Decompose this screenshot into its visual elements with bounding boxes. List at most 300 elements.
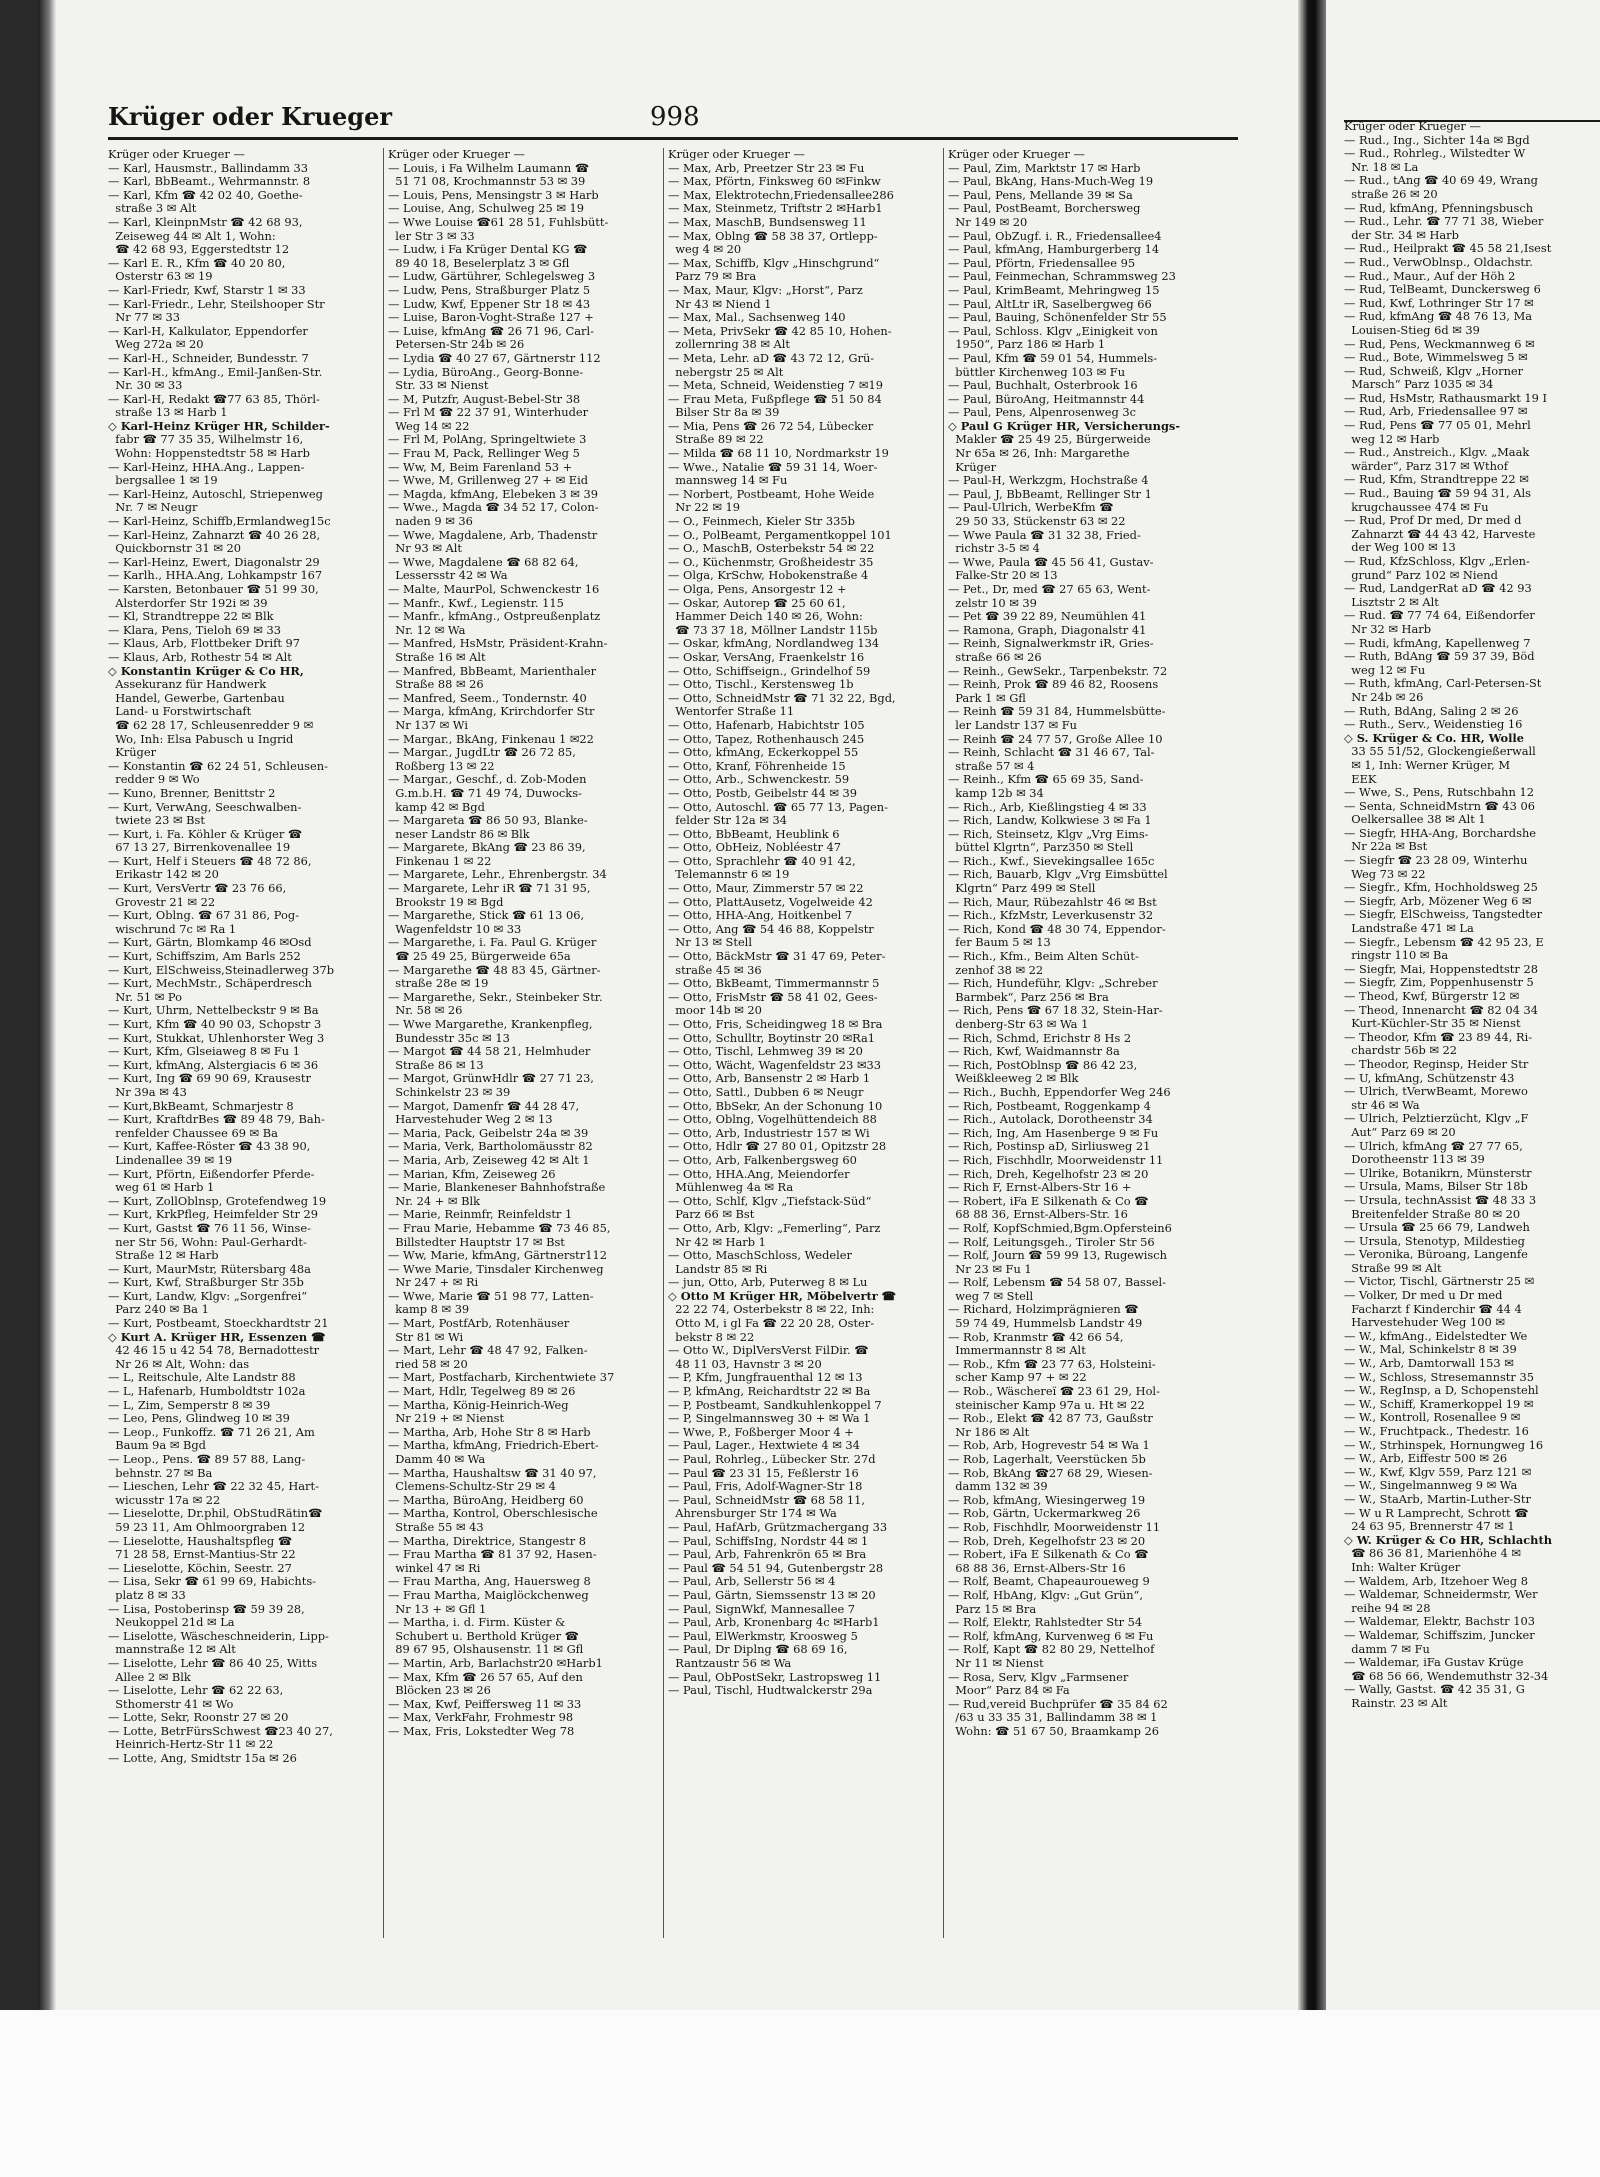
directory-entry-line: weg 12 ✉ Harb — [1344, 431, 1440, 446]
directory-entry-line: felder Str 12a ✉ 34 — [668, 813, 787, 828]
directory-entry-line: ◇ Paul G Krüger HR, Versicherungs- — [948, 418, 1181, 433]
directory-entry-line: Straße 99 ✉ Alt — [1344, 1260, 1442, 1275]
directory-entry-line: ✉ 1, Inh: Werner Krüger, M — [1344, 757, 1511, 772]
directory-entry-line: — Rud., Ing., Sichter 14a ✉ Bgd — [1344, 132, 1530, 147]
directory-entry-line: Parz 79 ✉ Bra — [668, 269, 757, 284]
directory-entry-line: — Max, Maur, Klgv: „Horst“, Parz — [668, 282, 863, 297]
directory-entry-line: — Kurt, Stukkat, Uhlenhorster Weg 3 — [108, 1030, 325, 1045]
directory-entry-line: — Louise, Ang, Schulweg 25 ✉ 19 — [388, 201, 585, 216]
directory-entry-line: EEK — [1344, 771, 1377, 786]
directory-entry-line: winkel 47 ✉ Ri — [388, 1560, 481, 1575]
directory-entry-line: — Meta, PrivSekr ☎ 42 85 10, Hohen- — [668, 323, 892, 338]
directory-entry-line: ler Str 3 ✉ 33 — [388, 228, 475, 243]
directory-entry-line: — Paul, Buchhalt, Osterbrook 16 — [948, 378, 1138, 393]
directory-entry-line: — Otto, Ang ☎ 54 46 88, Koppelstr — [668, 921, 874, 936]
directory-entry-line: Bilser Str 8a ✉ 39 — [668, 405, 780, 420]
directory-entry-line: — Otto, Postb, Geibelstr 44 ✉ 39 — [668, 785, 858, 800]
directory-entry-line: Otto M, i gl Fa ☎ 22 20 28, Oster- — [668, 1316, 875, 1331]
directory-entry-line: — Martha, Haushaltsw ☎ 31 40 97, — [388, 1465, 597, 1480]
directory-entry-line: — Margarethe, Stick ☎ 61 13 06, — [388, 908, 585, 923]
directory-entry-line: — Margarete, BkAng ☎ 23 86 39, — [388, 840, 586, 855]
directory-entry-line: — Rolf, KopfSchmied,Bgm.Opferstein6 — [948, 1220, 1172, 1235]
directory-entry-line: — Rud, kfmAng, Pfenningsbusch — [1344, 200, 1534, 215]
directory-entry-line: Marsch“ Parz 1035 ✉ 34 — [1344, 377, 1494, 392]
directory-entry-line: Nr 26 ✉ Alt, Wohn: das — [108, 1356, 250, 1371]
directory-entry-line: — Rud., Heilprakt ☎ 45 58 21,Isest — [1344, 241, 1552, 256]
directory-entry-line: Grovestr 21 ✉ 22 — [108, 894, 216, 909]
directory-entry-line: 22 22 74, Osterbekstr 8 ✉ 22, Inh: — [668, 1302, 875, 1317]
directory-entry-line: — Otto, Tapez, Rothenhausch 245 — [668, 731, 865, 746]
directory-entry-line: Allee 2 ✉ Blk — [108, 1669, 191, 1684]
directory-entry-line: — Waldemar, Schneidermstr, Wer — [1344, 1587, 1538, 1602]
directory-entry-line: — Reinh ☎ 59 31 84, Hummelsbütte- — [948, 704, 1166, 719]
directory-entry-line: Louisen-Stieg 6d ✉ 39 — [1344, 322, 1480, 337]
directory-column-4 — [948, 148, 1220, 1938]
directory-entry-line: — Margarete, Lehr iR ☎ 71 31 95, — [388, 881, 591, 896]
directory-entry-line: — Ruth, BdAng, Saling 2 ✉ 26 — [1344, 703, 1519, 718]
directory-entry-line: — Veronika, Büroang, Langenfe — [1344, 1247, 1528, 1262]
directory-entry-line: — Olga, KrSchw, Hobokenstraße 4 — [668, 568, 869, 583]
directory-entry-line: Nr 219 + ✉ Nienst — [388, 1411, 505, 1426]
directory-entry-line: — Rud., Bote, Wimmelsweg 5 ✉ — [1344, 350, 1528, 365]
directory-entry-line: — O., MaschB, Osterbekstr 54 ✉ 22 — [668, 541, 875, 556]
directory-entry-line: — Rich, Landw, Kolkwiese 3 ✉ Fa 1 — [948, 813, 1152, 828]
directory-entry-line: Bundesstr 35c ✉ 13 — [388, 1030, 510, 1045]
directory-entry-line: — Kurt, VerwAng, Seeschwalben- — [108, 799, 302, 814]
directory-entry-line: ☎ 86 36 81, Marienhöhe 4 ✉ — [1344, 1546, 1521, 1561]
directory-entry-line: — Pet., Dr, med ☎ 27 65 63, Went- — [948, 582, 1151, 596]
directory-entry-line: 89 40 18, Beselerplatz 3 ✉ Gfl — [388, 255, 570, 270]
directory-entry-line: /63 u 33 35 31, Ballindamm 38 ✉ 1 — [948, 1710, 1158, 1725]
directory-entry-line: — Otto, Autoschl. ☎ 65 77 13, Pagen- — [668, 799, 888, 814]
directory-entry-line: — Kurt, Gastst ☎ 76 11 56, Winse- — [108, 1220, 311, 1235]
directory-entry-line: Clemens-Schultz-Str 29 ✉ 4 — [388, 1479, 556, 1494]
directory-entry-line: — Kurt, Uhrm, Nettelbeckstr 9 ✉ Ba — [108, 1003, 319, 1018]
directory-entry-line: — Frau M, Pack, Rellinger Weg 5 — [388, 446, 580, 461]
directory-entry-line: Straße 86 ✉ 13 — [388, 1057, 484, 1072]
directory-entry-line: Krüger oder Krueger — — [948, 148, 1085, 161]
directory-entry-line: — Karl-Friedr, Kwf, Starstr 1 ✉ 33 — [108, 282, 306, 297]
directory-entry-line: Brookstr 19 ✉ Bgd — [388, 894, 504, 909]
directory-entry-line: — Luise, Baron-Voght-Straße 127 + — [388, 310, 594, 325]
directory-entry-line: — W., Schiff, Kramerkoppel 19 ✉ — [1344, 1396, 1534, 1411]
directory-entry-line: — Rolf, Elektr, Rahlstedter Str 54 — [948, 1615, 1143, 1630]
directory-entry-line: Alsterdorfer Str 192i ✉ 39 — [108, 595, 268, 610]
directory-entry-line: — Ludw, Pens, Straßburger Platz 5 — [388, 282, 591, 297]
directory-entry-line: — Volker, Dr med u Dr med — [1344, 1288, 1503, 1303]
directory-entry-line: — Max, Schiffb, Klgv „Hinschgrund“ — [668, 255, 880, 270]
directory-entry-line: — Rud., Rohrleg., Wilstedter W — [1344, 146, 1526, 161]
directory-entry-line: — Karl-Heinz, Autoschl, Striepenweg — [108, 486, 323, 501]
directory-entry-line: — Paul ☎ 23 31 15, Feßlerstr 16 — [668, 1465, 859, 1480]
directory-entry-line: naden 9 ✉ 36 — [388, 514, 473, 529]
directory-entry-line: fabr ☎ 77 35 35, Wilhelmstr 16, — [108, 432, 304, 447]
directory-entry-line: — Karl-Heinz, Ewert, Diagonalstr 29 — [108, 554, 320, 569]
directory-entry-line: — Max, Fris, Lokstedter Weg 78 — [388, 1723, 575, 1738]
directory-entry-line: — Kurt, kfmAng, Alstergiacis 6 ✉ 36 — [108, 1057, 319, 1072]
directory-entry-line: — P, Kfm, Jungfrauenthal 12 ✉ 13 — [668, 1370, 863, 1385]
directory-entry-line: — Rich, Bauarb, Klgv „Vrg Eimsbüttel — [948, 867, 1168, 882]
directory-entry-line: Ahrensburger Str 174 ✉ Wa — [668, 1506, 837, 1521]
directory-entry-line: — Kurt, Gärtn, Blomkamp 46 ✉Osd — [108, 935, 312, 950]
directory-entry-line: — Richard, Holzimprägnieren ☎ — [948, 1302, 1139, 1317]
directory-entry-line: Krüger oder Krueger — — [668, 148, 805, 161]
directory-entry-line: — Rud, Prof Dr med, Dr med d — [1344, 513, 1522, 528]
directory-entry-line: — Mia, Pens ☎ 26 72 54, Lübecker — [668, 418, 874, 433]
directory-entry-line: — Paul, Pförtn, Friedensallee 95 — [948, 255, 1136, 270]
directory-entry-line: — Ruth, BdAng ☎ 59 37 39, Böd — [1344, 649, 1535, 664]
directory-entry-line: ☎ 62 28 17, Schleusenredder 9 ✉ — [108, 717, 314, 732]
directory-entry-line: — Rich, Pens ☎ 67 18 32, Stein-Har- — [948, 1003, 1163, 1018]
directory-entry-line: — Ursula ☎ 25 66 79, Landweh — [1344, 1220, 1530, 1235]
directory-entry-line: — Rich, Kond ☎ 48 30 74, Eppendor- — [948, 921, 1166, 936]
directory-entry-line: ◇ S. Krüger & Co. HR, Wolle — [1344, 730, 1525, 745]
directory-entry-line: — Ulrich, kfmAng ☎ 27 77 65, — [1344, 1138, 1523, 1153]
directory-entry-line: damm 132 ✉ 39 — [948, 1479, 1048, 1494]
directory-entry-line: — Reinh, Prok ☎ 89 46 82, Roosens — [948, 677, 1159, 692]
directory-entry-line: — Luise, kfmAng ☎ 26 71 96, Carl- — [388, 323, 594, 338]
directory-entry-line: — Reinh, Schlacht ☎ 31 46 67, Tal- — [948, 745, 1155, 760]
directory-entry-line: straße 26 ✉ 20 — [1344, 186, 1438, 201]
directory-entry-line: steinischer Kamp 97a u. Ht ✉ 22 — [948, 1397, 1145, 1412]
directory-entry-line: — Margareta ☎ 86 50 93, Blanke- — [388, 813, 588, 828]
directory-entry-line: 29 50 33, Stückenstr 63 ✉ 22 — [948, 514, 1126, 529]
directory-entry-line: — Rud., Lehr. ☎ 77 71 38, Wieber — [1344, 214, 1544, 229]
directory-entry-line: — Paul, J, BbBeamt, Rellinger Str 1 — [948, 486, 1152, 501]
directory-entry-line: — Kl, Strandtreppe 22 ✉ Blk — [108, 609, 274, 624]
directory-entry-line: ☎ 25 49 25, Bürgerweide 65a — [388, 949, 571, 964]
directory-entry-line: str 46 ✉ Wa — [1344, 1097, 1420, 1112]
directory-entry-line: — Rich., Arb, Kießlingstieg 4 ✉ 33 — [948, 799, 1147, 814]
directory-entry-line: — Rob, Lagerhalt, Veerstücken 5b — [948, 1452, 1146, 1466]
directory-entry-line: — Rolf, Lebensm ☎ 54 58 07, Bassel- — [948, 1275, 1166, 1290]
directory-entry-line: — Frau Martha ☎ 81 37 92, Hasen- — [388, 1547, 597, 1562]
directory-entry-line: — L, Zim, Semperstr 8 ✉ 39 — [108, 1397, 271, 1412]
directory-entry-line: Nr 65a ✉ 26, Inh: Margarethe — [948, 446, 1130, 461]
directory-entry-line: — Frl M, PolAng, Springeltwiete 3 — [388, 432, 587, 447]
directory-entry-line: — Max, MaschB, Bundsensweg 11 — [668, 214, 867, 229]
directory-entry-line: wärder“, Parz 317 ✉ Wthof — [1344, 458, 1509, 473]
directory-entry-line: Osterstr 63 ✉ 19 — [108, 269, 213, 284]
directory-entry-line: Nr. 7 ✉ Neugr — [108, 500, 198, 515]
directory-entry-line: — Margar., BkAng, Finkenau 1 ✉22 — [388, 731, 594, 746]
directory-entry-line: — Paul, Feinmechan, Schrammsweg 23 — [948, 269, 1176, 284]
directory-entry-line: — Otto, Arb, Bansenstr 2 ✉ Harb 1 — [668, 1071, 871, 1086]
directory-entry-line: — Paul, SchiffsIng, Nordstr 44 ✉ 1 — [668, 1533, 869, 1548]
directory-entry-line: — Paul, Rohrleg., Lübecker Str. 27d — [668, 1452, 876, 1466]
directory-entry-line: — Wwe., Natalie ☎ 59 31 14, Woer- — [668, 459, 878, 474]
directory-entry-line: — Kurt, Landw, Klgv: „Sorgenfrei“ — [108, 1288, 308, 1303]
directory-entry-line: — Leo, Pens, Glindweg 10 ✉ 39 — [108, 1411, 290, 1426]
directory-entry-line: — Karl, Kfm ☎ 42 02 40, Goethe- — [108, 187, 303, 202]
directory-entry-line: — Rolf, Journ ☎ 59 99 13, Rugewisch — [948, 1248, 1167, 1263]
directory-entry-line: — Rich, Kwf, Waidmannstr 8a — [948, 1044, 1120, 1059]
directory-entry-line: — Rolf, HbAng, Klgv: „Gut Grün“, — [948, 1587, 1143, 1602]
directory-entry-line: Mühlenweg 4a ✉ Ra — [668, 1180, 794, 1195]
directory-entry-line: — Oskar, kfmAng, Nordlandweg 134 — [668, 636, 880, 651]
directory-entry-line: — Lieselotte, Haushaltspfleg ☎ — [108, 1533, 293, 1548]
directory-entry-line: damm 7 ✉ Fu — [1344, 1641, 1430, 1656]
directory-entry-line: straße 13 ✉ Harb 1 — [108, 405, 228, 420]
directory-entry-line: ☎ 42 68 93, Eggerstedtstr 12 — [108, 242, 290, 257]
directory-entry-line: — Martha, BüroAng, Heidberg 60 — [388, 1492, 584, 1507]
directory-column-2 — [388, 148, 660, 1938]
directory-entry-line: — Paul, Bauing, Schönenfelder Str 55 — [948, 310, 1167, 325]
directory-entry-line: — Leop., Pens. ☎ 89 57 88, Lang- — [108, 1452, 306, 1466]
directory-entry-line: — Rud, TelBeamt, Dunckersweg 6 — [1344, 282, 1541, 297]
directory-entry-line: Zeiseweg 44 ✉ Alt 1, Wohn: — [108, 228, 276, 243]
directory-entry-line: Weißkleeweg 2 ✉ Blk — [948, 1071, 1079, 1086]
directory-entry-line: — Otto, Tischl., Kerstensweg 1b — [668, 677, 854, 692]
directory-entry-line: — Klara, Pens, Tieloh 69 ✉ 33 — [108, 622, 281, 637]
directory-entry-line: ◇ Otto M Krüger HR, Möbelvertr ☎ — [668, 1288, 896, 1303]
directory-entry-line: — Otto, MaschSchloss, Wedeler — [668, 1248, 852, 1263]
directory-entry-line: — Otto, Schulltr, Boytinstr 20 ✉Ra1 — [668, 1030, 875, 1045]
directory-entry-line: — Karlh., HHA.Ang, Lohkampstr 167 — [108, 568, 323, 583]
directory-entry-line: — W., RegInsp, a D, Schopenstehl — [1344, 1383, 1539, 1398]
directory-entry-line: — Rolf, Kapt ☎ 82 80 29, Nettelhof — [948, 1642, 1155, 1657]
directory-entry-line: denberg-Str 63 ✉ Wa 1 — [948, 1017, 1089, 1031]
directory-entry-line: ringstr 110 ✉ Ba — [1344, 948, 1449, 963]
directory-entry-line: — Otto, HHA-Ang, Hoitkenbel 7 — [668, 908, 853, 923]
next-page-column — [1344, 120, 1600, 1910]
directory-entry-line: — Otto, BbSekr, An der Schonung 10 — [668, 1098, 883, 1113]
directory-entry-line: — Paul, KrimBeamt, Mehringweg 15 — [948, 282, 1160, 297]
directory-entry-line: — Meta, Schneid, Weidenstieg 7 ✉19 — [668, 378, 883, 393]
directory-entry-line: Park 1 ✉ Gfl — [948, 690, 1026, 705]
directory-entry-line: — Leop., Funkoffz. ☎ 71 26 21, Am — [108, 1424, 315, 1439]
directory-entry-line: Krüger — [948, 459, 997, 474]
directory-entry-line: — Ludw, Kwf, Eppener Str 18 ✉ 43 — [388, 296, 591, 311]
directory-entry-line: kamp 12b ✉ 34 — [948, 785, 1044, 800]
directory-entry-line: — Martha, Kontrol, Oberschlesische — [388, 1506, 598, 1521]
directory-column-1 — [108, 148, 380, 1938]
directory-entry-line: — Paul, Schloss. Klgv „Einigkeit von — [948, 323, 1158, 338]
directory-entry-line: — Oskar, Autorep ☎ 25 60 61, — [668, 595, 846, 610]
directory-entry-line: — Ulrich, tVerwBeamt, Morewo — [1344, 1084, 1528, 1099]
directory-entry-line: — M, Putzfr, August-Bebel-Str 38 — [388, 391, 581, 406]
directory-entry-line: — Paul, Gärtn, Siemssenstr 13 ✉ 20 — [668, 1587, 876, 1602]
directory-entry-line: — Karl-Heinz, Zahnarzt ☎ 40 26 28, — [108, 527, 321, 542]
directory-entry-line: Nr 13 + ✉ Gfl 1 — [388, 1601, 487, 1616]
directory-entry-line: Blöcken 23 ✉ 26 — [388, 1683, 491, 1698]
directory-entry-line: Nr 93 ✉ Alt — [388, 541, 463, 556]
directory-entry-line: — Mart, Hdlr, Tegelweg 89 ✉ 26 — [388, 1384, 576, 1399]
directory-entry-line: — Max, Steinmetz, Triftstr 2 ✉Harb1 — [668, 201, 883, 216]
directory-entry-line: — Paul, BkAng, Hans-Much-Weg 19 — [948, 174, 1154, 189]
directory-entry-line: — Margarethe, i. Fa. Paul G. Krüger — [388, 935, 597, 950]
directory-entry-line: — Otto, HHA.Ang, Meiendorfer — [668, 1166, 850, 1181]
directory-entry-line: Krüger oder Krueger — — [388, 148, 525, 161]
directory-entry-line: — Rob, Dreh, Kegelhofstr 23 ✉ 20 — [948, 1533, 1146, 1548]
directory-entry-line: — Wwe Margarethe, Krankenpfleg, — [388, 1017, 593, 1031]
directory-entry-line: — L, Hafenarb, Humboldtstr 102a — [108, 1384, 306, 1399]
directory-entry-line: — Manfr., Kwf., Legienstr. 115 — [388, 595, 564, 610]
directory-entry-line: — Rud., Bauing ☎ 59 94 31, Als — [1344, 486, 1531, 501]
directory-entry-line: — Ww, Marie, kfmAng, Gärtnerstr112 — [388, 1248, 607, 1263]
directory-entry-line: büttler Kirchenweg 103 ✉ Fu — [948, 364, 1126, 379]
directory-entry-line: — Paul, ObPostSekr, Lastropsweg 11 — [668, 1669, 882, 1684]
directory-entry-line: weg 12 ✉ Fu — [1344, 662, 1426, 677]
directory-entry-line: — Rud., Anstreich., Klgv. „Maak — [1344, 445, 1530, 460]
directory-entry-line: — Margarete, Lehr., Ehrenbergstr. 34 — [388, 867, 607, 882]
directory-entry-line: Aut“ Parz 69 ✉ 20 — [1344, 1124, 1456, 1139]
directory-entry-line: ◇ W. Krüger & Co HR, Schlachth — [1344, 1532, 1552, 1547]
directory-entry-line: kamp 8 ✉ 39 — [388, 1302, 470, 1317]
directory-entry-line: straße 28e ✉ 19 — [388, 976, 489, 991]
directory-entry-line: — Kurt, ZollOblnsp, Grotefendweg 19 — [108, 1193, 327, 1208]
directory-entry-line: Immermannstr 8 ✉ Alt — [948, 1343, 1086, 1358]
directory-entry-line: — Rich, PostOblnsp ☎ 86 42 23, — [948, 1057, 1138, 1072]
directory-entry-line: — W., Singelmannweg 9 ✉ Wa — [1344, 1478, 1518, 1493]
directory-entry-line: — Marie, Reinmfr, Reinfeldstr 1 — [388, 1207, 573, 1222]
directory-entry-line: — Otto, Maur, Zimmerstr 57 ✉ 22 — [668, 881, 864, 896]
directory-entry-line: — W., Arb, Damtorwall 153 ✉ — [1344, 1356, 1514, 1371]
directory-entry-line: — Reinh., GewSekr., Tarpenbekstr. 72 — [948, 663, 1168, 678]
directory-entry-line: 89 67 95, Olshausenstr. 11 ✉ Gfl — [388, 1642, 584, 1657]
directory-entry-line: straße 45 ✉ 36 — [668, 962, 762, 977]
directory-entry-line: Nr 24b ✉ 26 — [1344, 689, 1424, 704]
directory-entry-line: — Manfred, BbBeamt, Marienthaler — [388, 663, 597, 678]
directory-entry-line: — Meta, Lehr. aD ☎ 43 72 12, Grü- — [668, 350, 875, 365]
directory-entry-line: Neukoppel 21d ✉ La — [108, 1615, 235, 1630]
directory-entry-line: — Ursula, Mams, Bilser Str 18b — [1344, 1179, 1528, 1194]
directory-entry-line: — Kurt, Pförtn, Eißendorfer Pferde- — [108, 1166, 315, 1181]
directory-entry-line: Parz 66 ✉ Bst — [668, 1207, 755, 1222]
directory-entry-line: Rantzaustr 56 ✉ Wa — [668, 1655, 792, 1670]
directory-entry-line: Wohn: Hoppenstedtstr 58 ✉ Harb — [108, 446, 310, 461]
directory-entry-line: — Karl-Heinz, Schiffb,Ermlandweg15c — [108, 514, 331, 529]
directory-entry-line: — Mart, Postfacharb, Kirchentwiete 37 — [388, 1370, 615, 1385]
directory-entry-line: Nr 43 ✉ Niend 1 — [668, 296, 772, 311]
directory-entry-line: Nr 186 ✉ Alt — [948, 1424, 1030, 1439]
directory-entry-line: — W., Strhinspek, Hornungweg 16 — [1344, 1437, 1544, 1452]
directory-entry-line: — Ramona, Graph, Diagonalstr 41 — [948, 622, 1147, 637]
directory-entry-line: — Rud, Arb, Friedensallee 97 ✉ — [1344, 404, 1528, 419]
directory-entry-line: Nr. 24 + ✉ Blk — [388, 1193, 481, 1208]
directory-entry-line: — Rich., Kfm., Beim Alten Schüt- — [948, 949, 1139, 964]
directory-entry-line: — Lisa, Postoberinsp ☎ 59 39 28, — [108, 1601, 305, 1616]
directory-entry-line: — P, Postbeamt, Sandkuhlenkoppel 7 — [668, 1397, 882, 1412]
directory-entry-line: Parz 15 ✉ Bra — [948, 1601, 1037, 1616]
directory-entry-line: — Paul, Arb, Sellerstr 56 ✉ 4 — [668, 1574, 836, 1589]
directory-entry-line: — Wwe, Magdalene ☎ 68 82 64, — [388, 554, 579, 569]
directory-entry-line: Straße 88 ✉ 26 — [388, 677, 484, 692]
directory-entry-line: Landstraße 471 ✉ La — [1344, 921, 1474, 936]
directory-entry-line: — Frau Martha, Maiglöckchenweg — [388, 1587, 589, 1602]
directory-entry-line: — Paul, Pens, Alpenrosenweg 3c — [948, 405, 1136, 420]
directory-entry-line: — Rob, BkAng ☎27 68 29, Wiesen- — [948, 1465, 1153, 1480]
directory-entry-line: — Kurt, MaurMstr, Rütersbarg 48a — [108, 1261, 311, 1276]
directory-entry-line: — Rich, Hundeführ, Klgv: „Schreber — [948, 976, 1158, 991]
directory-entry-line: — Liselotte, Lehr ☎ 62 22 63, — [108, 1683, 284, 1698]
directory-entry-line: — Manfr., kfmAng., Ostpreußenplatz — [388, 609, 601, 624]
directory-entry-line: — Karl-H., Schneider, Bundesstr. 7 — [108, 350, 309, 365]
directory-entry-line: — Rud, LandgerRat aD ☎ 42 93 — [1344, 581, 1532, 596]
header-rule — [108, 137, 1238, 140]
directory-entry-line: — Theodor, Kfm ☎ 23 89 44, Ri- — [1344, 1029, 1533, 1044]
directory-entry-line: 67 13 27, Birrenkovenallee 19 — [108, 840, 291, 855]
directory-entry-line: Hammer Deich 140 ✉ 26, Wohn: — [668, 609, 863, 624]
directory-entry-line: Nr 22a ✉ Bst — [1344, 839, 1428, 854]
directory-entry-line: — Rich, Dreh, Kegelhofstr 23 ✉ 20 — [948, 1166, 1149, 1181]
directory-entry-line: — Paul, Arb, Kronenbarg 4c ✉Harb1 — [668, 1615, 880, 1630]
directory-entry-line: — Siegfr, HHA-Ang, Borchardshe — [1344, 825, 1537, 840]
directory-entry-line: wischrund 7c ✉ Ra 1 — [108, 921, 237, 936]
page-number: 998 — [650, 102, 700, 132]
directory-entry-line: — Karl E. R., Kfm ☎ 40 20 80, — [108, 255, 286, 270]
directory-entry-line: — Rud, Pens, Weckmannweg 6 ✉ — [1344, 336, 1535, 351]
directory-entry-line: — Paul, BüroAng, Heitmannstr 44 — [948, 391, 1145, 406]
directory-entry-line: — Otto, Tischl, Lehmweg 39 ✉ 20 — [668, 1044, 863, 1059]
directory-entry-line: ◇ Kurt A. Krüger HR, Essenzen ☎ — [108, 1329, 326, 1344]
directory-entry-line: Str 81 ✉ Wi — [388, 1329, 464, 1344]
directory-entry-line: — Konstantin ☎ 62 24 51, Schleusen- — [108, 758, 328, 773]
directory-entry-line: — Wwe, Paula ☎ 45 56 41, Gustav- — [948, 554, 1154, 569]
column-divider — [663, 148, 664, 1938]
directory-entry-line: — Waldemar, Schiffszim, Juncker — [1344, 1627, 1535, 1642]
directory-entry-line: nebergstr 25 ✉ Alt — [668, 364, 784, 379]
directory-entry-line: — Rich, Fischhdlr, Moorweidenstr 11 — [948, 1152, 1164, 1167]
directory-entry-line: — Magda, kfmAng, Elebeken 3 ✉ 39 — [388, 486, 598, 501]
directory-entry-line: — Otto, BäckMstr ☎ 31 47 69, Peter- — [668, 949, 886, 964]
directory-entry-line: G.m.b.H. ☎ 71 49 74, Duwocks- — [388, 785, 582, 800]
directory-entry-line: — Wwe, M, Grillenweg 27 + ✉ Eid — [388, 473, 589, 488]
directory-entry-line: — Rob, Fischhdlr, Moorweidenstr 11 — [948, 1519, 1161, 1534]
directory-entry-line: — Paul ☎ 54 51 94, Gutenbergstr 28 — [668, 1560, 884, 1575]
directory-entry-line: — Rob, Gärtn, Uckermarkweg 26 — [948, 1506, 1141, 1521]
directory-entry-line: straße 3 ✉ Alt — [108, 201, 197, 216]
directory-entry-line: — Rich., KfzMstr, Leverkusenstr 32 — [948, 908, 1154, 923]
directory-entry-line: 59 74 49, Hummelsb Landstr 49 — [948, 1316, 1143, 1331]
directory-entry-line: — Max, Kwf, Peiffersweg 11 ✉ 33 — [388, 1696, 582, 1711]
directory-entry-line: Nr. 18 ✉ La — [1344, 159, 1419, 174]
directory-entry-line: ☎ 68 56 66, Wendemuthstr 32-34 — [1344, 1668, 1549, 1683]
directory-entry-line: mannstraße 12 ✉ Alt — [108, 1642, 236, 1657]
directory-entry-line: — Wwe, Marie ☎ 51 98 77, Latten- — [388, 1288, 594, 1303]
directory-entry-line: — Max, Elektrotechn,Friedensallee286 — [668, 187, 894, 202]
directory-entry-line: — L, Reitschule, Alte Landstr 88 — [108, 1370, 296, 1385]
directory-entry-line: — Lotte, BetrFürsSchwest ☎23 40 27, — [108, 1723, 333, 1738]
directory-entry-line: Landstr 85 ✉ Ri — [668, 1261, 768, 1276]
directory-entry-line: — W., Kontroll, Rosenallee 9 ✉ — [1344, 1410, 1521, 1425]
directory-entry-line: Nr 137 ✉ Wi — [388, 717, 468, 732]
directory-entry-line: Straße 55 ✉ 43 — [388, 1519, 484, 1534]
directory-entry-line: behnstr. 27 ✉ Ba — [108, 1465, 213, 1480]
directory-entry-line: — Kurt, KraftdrBes ☎ 89 48 79, Bah- — [108, 1112, 325, 1127]
directory-entry-line: — Mart, PostfArb, Rotenhäuser — [388, 1316, 570, 1331]
directory-entry-line: Breitenfelder Straße 80 ✉ 20 — [1344, 1206, 1521, 1221]
directory-entry-line: — W., StaArb, Martin-Luther-Str — [1344, 1491, 1531, 1506]
directory-entry-line: ried 58 ✉ 20 — [388, 1356, 468, 1371]
directory-entry-line: — Siegfr, Mai, Hoppenstedtstr 28 — [1344, 961, 1538, 976]
directory-entry-line: Str. 33 ✉ Nienst — [388, 378, 489, 393]
directory-entry-line: 33 55 51/52, Glockengießerwall — [1344, 744, 1536, 759]
directory-entry-line: — Kurt, i. Fa. Köhler & Krüger ☎ — [108, 826, 303, 841]
directory-entry-line: — Robert, iFa E Silkenath & Co ☎ — [948, 1547, 1149, 1562]
directory-entry-line: — Margar., JugdLtr ☎ 26 72 85, — [388, 745, 576, 760]
directory-entry-line: — W., Kwf, Klgv 559, Parz 121 ✉ — [1344, 1464, 1532, 1479]
directory-entry-line: — Senta, SchneidMstrn ☎ 43 06 — [1344, 798, 1535, 813]
directory-entry-line: weg 4 ✉ 20 — [668, 242, 742, 257]
directory-entry-line: renfelder Chaussee 69 ✉ Ba — [108, 1125, 278, 1140]
directory-entry-line: Krüger — [108, 745, 157, 760]
directory-entry-line: — W., Fruchtpack., Thedestr. 16 — [1344, 1424, 1529, 1438]
directory-entry-line: Nr 247 + ✉ Ri — [388, 1275, 479, 1290]
directory-entry-line: — Rud., Maur., Auf der Höh 2 — [1344, 268, 1516, 283]
directory-entry-line: Nr 42 ✉ Harb 1 — [668, 1234, 766, 1249]
directory-entry-line: — Frau Marie, Hebamme ☎ 73 46 85, — [388, 1220, 611, 1235]
